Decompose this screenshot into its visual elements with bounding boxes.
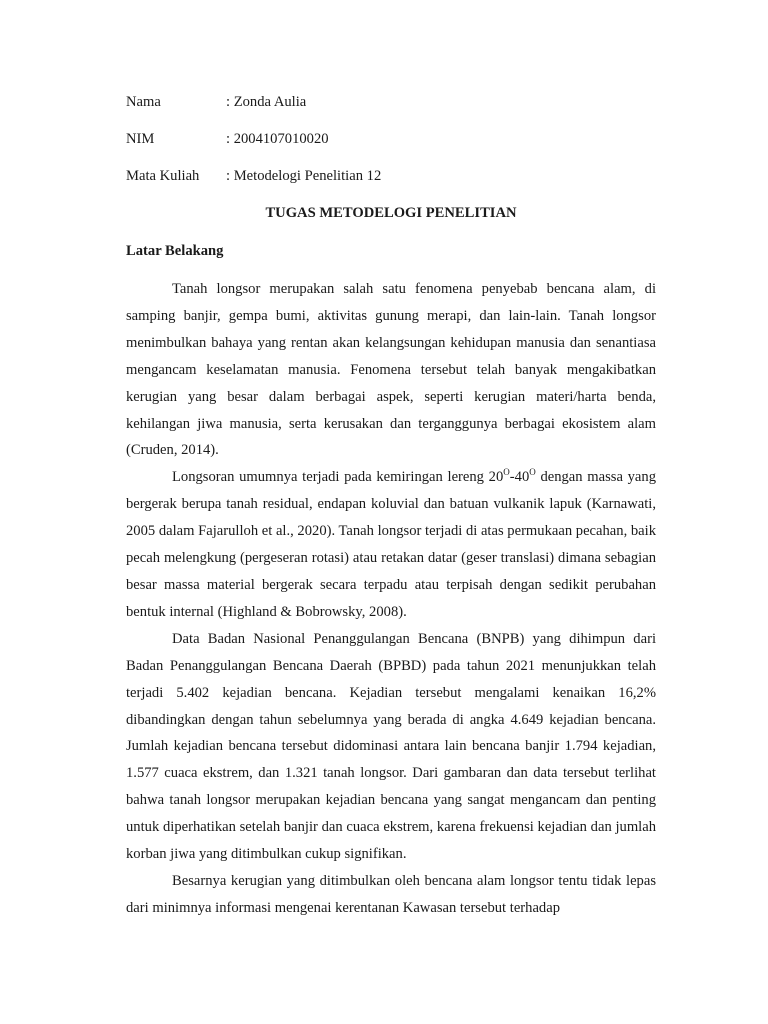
document-title: TUGAS METODELOGI PENELITIAN <box>265 205 517 221</box>
course-label: Mata Kuliah <box>126 168 200 184</box>
paragraph-2-part-a: Longsoran umumnya terjadi pada kemiringan lereng 20 <box>172 469 504 486</box>
nim-value: : 2004107010020 <box>226 131 329 147</box>
paragraph-1: Tanah longsor merupakan salah satu fenomena penyebab bencana alam, di samping banjir, gempa bumi, aktivitas gunung merapi, dan lain-lain. Tanah longsor menimbulkan bahaya yang rentan akan kelangsungan kehidupan manusia dan senantiasa mengancam keselamatan manusia. Fenomena tersebut telah banyak mengakibatkan kerugian yang besar dalam berbagai aspek, seperti kerugian materi/harta benda, kehilangan jiwa manusia, serta kerusakan dan terganggunya berbagai ekosistem alam (Cruden, 2014). <box>126 281 656 459</box>
paragraph-3: Data Badan Nasional Penanggulangan Bencana (BNPB) yang dihimpun dari Badan Penanggulangan Bencana Daerah (BPBD) pada tahun 2021 menunjukkan telah terjadi 5.402 kejadian bencana. Kejadian tersebut mengalami kenaikan 16,2% dibandingkan dengan tahun sebelumnya yang berada di angka 4.649 kejadian bencana. Jumlah kejadian bencana tersebut didominasi antara lain bencana banjir 1.794 kejadian, 1.577 cuaca ekstrem, dan 1.321 tanah longsor. Dari gambaran dan data tersebut terlihat bahwa tanah longsor merupakan kejadian bencana yang sangat mengancam dan penting untuk diperhatikan setelah banjir dan cuaca ekstrem, karena frekuensi kejadian dan jumlah korban jiwa yang ditimbulkan cukup signifikan. <box>126 630 656 863</box>
paragraph-2-part-c: dengan massa yang bergerak berupa tanah residual, endapan koluvial dan batuan vulkanik lapuk (Karnawati, 2005 dalam Fajarulloh et al., 2020). Tanah longsor terjadi di atas permukaan pecahan, baik pecah melengkung (pergeseran rotasi) atau retakan datar (geser translasi) dimana sebagian besar massa material bergerak secara terpadu atau terpisah dengan sedikit perubahan bentuk internal (Highland & Bobrowsky, 2008). <box>126 469 656 620</box>
degree-superscript-a: O <box>503 467 510 478</box>
name-value: : Zonda Aulia <box>226 94 307 110</box>
nim-label: NIM <box>126 131 155 147</box>
paragraph-2-part-b: -40 <box>509 469 530 486</box>
paragraph-2 <box>126 464 656 625</box>
degree-superscript-b: O <box>529 467 536 478</box>
name-label: Nama <box>126 94 161 110</box>
document-body <box>126 276 656 922</box>
section-heading: Latar Belakang <box>126 243 224 259</box>
paragraph-4: Besarnya kerugian yang ditimbulkan oleh bencana alam longsor tentu tidak lepas dari minimnya informasi mengenai kerentanan Kawasan tersebut terhadap <box>126 872 656 916</box>
course-value: : Metodelogi Penelitian 12 <box>226 168 382 184</box>
